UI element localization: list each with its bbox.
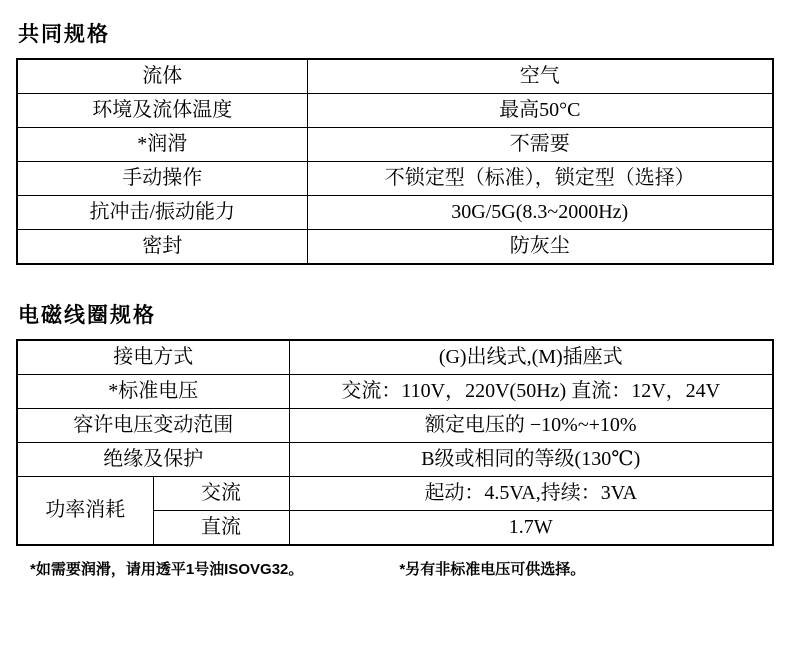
row-value: 额定电压的 −10%~+10% [289,409,773,443]
footnote-lubrication: *如需要润滑，请用透平1号油ISOVG32。 [30,561,304,578]
common-spec-table [16,58,774,265]
row-value: 1.7W [289,511,773,546]
row-label: 接电方式 [17,340,289,375]
table-row [17,409,773,443]
row-value: 最高50°C [307,94,773,128]
row-label: 环境及流体温度 [17,94,307,128]
row-label: 抗冲击/振动能力 [17,196,307,230]
table-row [17,477,773,511]
row-value: 空气 [307,59,773,94]
row-value: 30G/5G(8.3~2000Hz) [307,196,773,230]
row-value: 起动：4.5VA,持续：3VA [289,477,773,511]
table-row [17,94,773,128]
table-row [17,162,773,196]
table-row [17,375,773,409]
row-value: (G)出线式,(M)插座式 [289,340,773,375]
row-sublabel: 交流 [153,477,289,511]
row-value: 不需要 [307,128,773,162]
common-spec-title: 共同规格 [18,23,110,46]
coil-spec-title: 电磁线圈规格 [18,304,156,327]
row-sublabel: 直流 [153,511,289,546]
row-value: 不锁定型（标准），锁定型（选择） [307,162,773,196]
row-value: B级或相同的等级(130℃) [289,443,773,477]
section-spacer [16,265,774,299]
table-row [17,340,773,375]
power-consumption-label: 功率消耗 [17,477,153,546]
row-label: *润滑 [17,128,307,162]
table-row [17,128,773,162]
footnote-voltage: *另有非标准电压可供选择。 [399,561,586,578]
row-label: 绝缘及保护 [17,443,289,477]
row-label: 手动操作 [17,162,307,196]
table-row [17,443,773,477]
row-label: 流体 [17,59,307,94]
table-row [17,230,773,265]
coil-spec-table [16,339,774,546]
footnotes [16,558,774,579]
row-label: 密封 [17,230,307,265]
row-label: *标准电压 [17,375,289,409]
table-row [17,59,773,94]
row-value: 交流：110V，220V(50Hz) 直流：12V，24V [289,375,773,409]
row-label: 容许电压变动范围 [17,409,289,443]
row-value: 防灰尘 [307,230,773,265]
table-row [17,196,773,230]
